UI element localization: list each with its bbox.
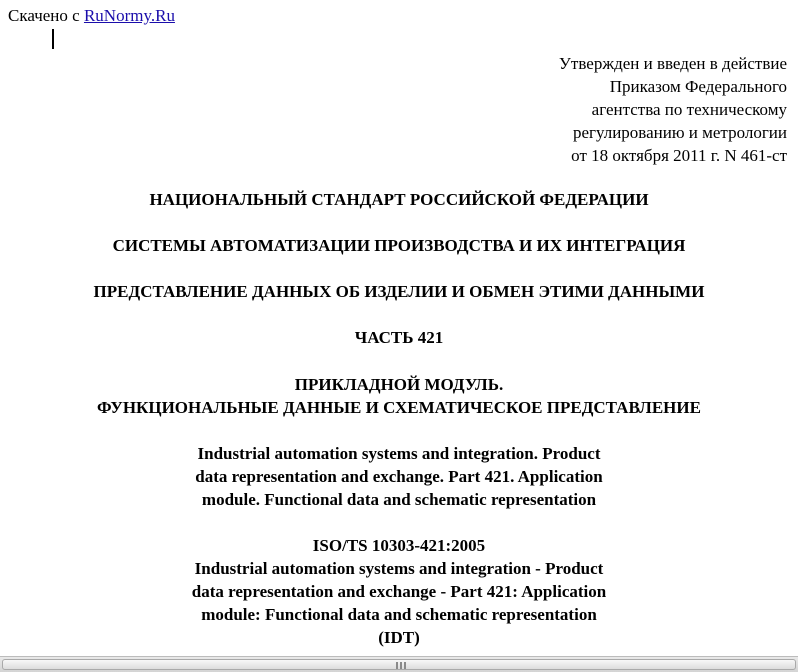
iso-equivalence: (IDT) xyxy=(378,628,420,647)
systems-heading xyxy=(0,234,798,257)
standard-heading xyxy=(0,188,798,211)
iso-number: ISO/TS 10303-421:2005 xyxy=(312,536,486,555)
approval-line: регулированию и метрологии xyxy=(572,123,787,142)
approval-block xyxy=(559,52,787,167)
systems-heading-text: СИСТЕМЫ АВТОМАТИЗАЦИИ ПРОИЗВОДСТВА И ИХ ИНТЕГРАЦИЯ xyxy=(112,236,686,255)
runormy-link[interactable]: RuNormy.Ru xyxy=(83,6,175,25)
scrollbar-thumb[interactable] xyxy=(2,659,796,670)
english-title-line: data representation and exchange. Part 421. Application xyxy=(195,467,603,486)
iso-block xyxy=(0,534,798,649)
approval-line: Утвержден и введен в действие xyxy=(558,54,787,73)
part-heading xyxy=(0,326,798,349)
module-heading-line: ФУНКЦИОНАЛЬНЫЕ ДАННЫЕ И СХЕМАТИЧЕСКОЕ ПРЕДСТАВЛЕНИЕ xyxy=(97,398,701,417)
iso-title-line: data representation and exchange - Part 421: Application xyxy=(191,582,607,601)
part-heading-text: ЧАСТЬ 421 xyxy=(354,328,444,347)
module-heading-line: ПРИКЛАДНОЙ МОДУЛЬ. xyxy=(294,375,504,394)
approval-line: от 18 октября 2011 г. N 461-ст xyxy=(571,146,787,165)
representation-heading xyxy=(0,280,798,303)
approval-line: Приказом Федерального xyxy=(609,77,787,96)
representation-heading-text: ПРЕДСТАВЛЕНИЕ ДАННЫХ ОБ ИЗДЕЛИИ И ОБМЕН ЭТИМИ ДАННЫМИ xyxy=(93,282,705,301)
iso-title-line: Industrial automation systems and integration - Product xyxy=(194,559,604,578)
text-cursor xyxy=(52,29,54,49)
iso-title-line: module: Functional data and schematic representation xyxy=(201,605,597,624)
source-prefix: Скачено с xyxy=(8,6,80,25)
grip-icon xyxy=(396,662,406,669)
english-title-line: module. Functional data and schematic representation xyxy=(201,490,597,509)
english-title-line: Industrial automation systems and integration. Product xyxy=(197,444,601,463)
approval-line: агентства по техническому xyxy=(591,100,787,119)
horizontal-scrollbar[interactable] xyxy=(0,656,798,672)
module-heading xyxy=(0,373,798,419)
standard-heading-text: НАЦИОНАЛЬНЫЙ СТАНДАРТ РОССИЙСКОЙ ФЕДЕРАЦИИ xyxy=(149,190,649,209)
english-title xyxy=(0,442,798,511)
source-line xyxy=(8,6,175,26)
